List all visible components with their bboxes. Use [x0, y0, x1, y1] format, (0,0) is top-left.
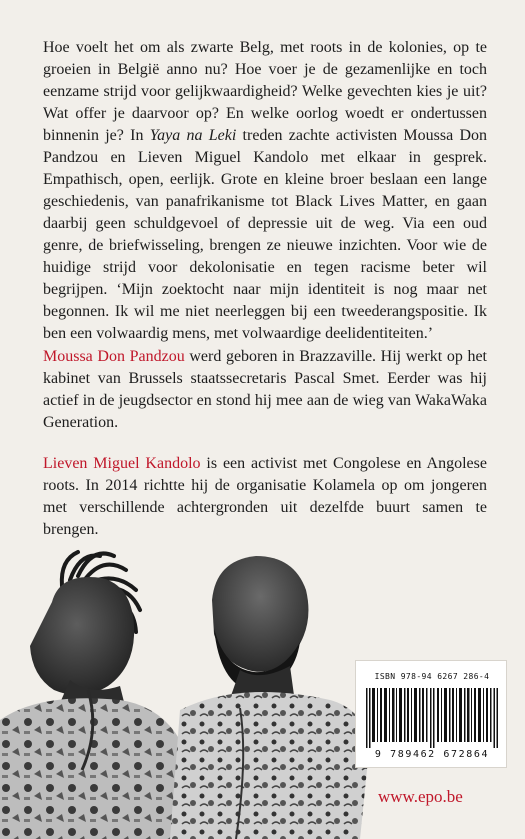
author-name: Lieven Miguel Kandolo — [43, 455, 201, 472]
barcode-bars — [366, 688, 498, 748]
blurb-text-part-2: treden zachte activisten Moussa Don Pandzou en Lieven Miguel Kandolo met elkaar in gesprek. Empathisch, open, eerlijk. Grote en kleine broer beslaan een lange geschiedenis, van panafrikanisme tot Black Lives Matter, en gaan daarbij geen schuldgevoel of depressie uit de weg. Via een oud genre, de briefwisseling, brengen ze nieuwe inzichten. Voor wie de huidige strijd voor dekolonisatie en tegen racisme beter wil begrijpen. ‘Mijn zoektocht naar mijn identiteit is nog maar net begonnen. Ik wil me niet neerleggen bij een tweederangspositie. Ik ben een volwaardig mens, met volwaardige deelidentiteiten.’ — [43, 127, 488, 342]
blurb-text-part-1: Hoe voelt het om als zwarte Belg, met roots in de kolonies, op te groeien in België anno nu? Hoe voer je de gezamenlijke en toch eenzame strijd voor gelijkwaardigheid? Welke gevechten kies je uit? Wat offer je daarvoor op? En welke oorlog woedt er ondertussen binnenin je? In — [43, 39, 487, 144]
author-bio-text: is een activist met Congolese en Angolese roots. In 2014 richtte hij de organisatie Kolamela op om jongeren met verschillende achtergronden uit dezelfde buurt samen te brengen. — [43, 455, 487, 538]
author-name: Moussa Don Pandzou — [43, 348, 185, 365]
author-bio-moussa — [43, 346, 487, 434]
isbn-barcode — [355, 660, 507, 768]
author-bio-lieven — [43, 453, 487, 541]
publisher-website[interactable]: www.epo.be — [378, 787, 463, 806]
isbn-label: ISBN 978-94 6267 286-4 — [374, 672, 490, 681]
book-title: Yaya na Leki — [149, 127, 237, 144]
back-cover-blurb — [43, 37, 487, 345]
barcode-digits: 9 789462 672864 — [374, 749, 490, 760]
author-bio-text: werd geboren in Brazzaville. Hij werkt op het kabinet van Brussels staatssecretaris Pascal Smet. Eerder was hij actief in de jeugdsector en stond hij mee aan de wieg van WakaWaka Generation. — [43, 348, 487, 431]
